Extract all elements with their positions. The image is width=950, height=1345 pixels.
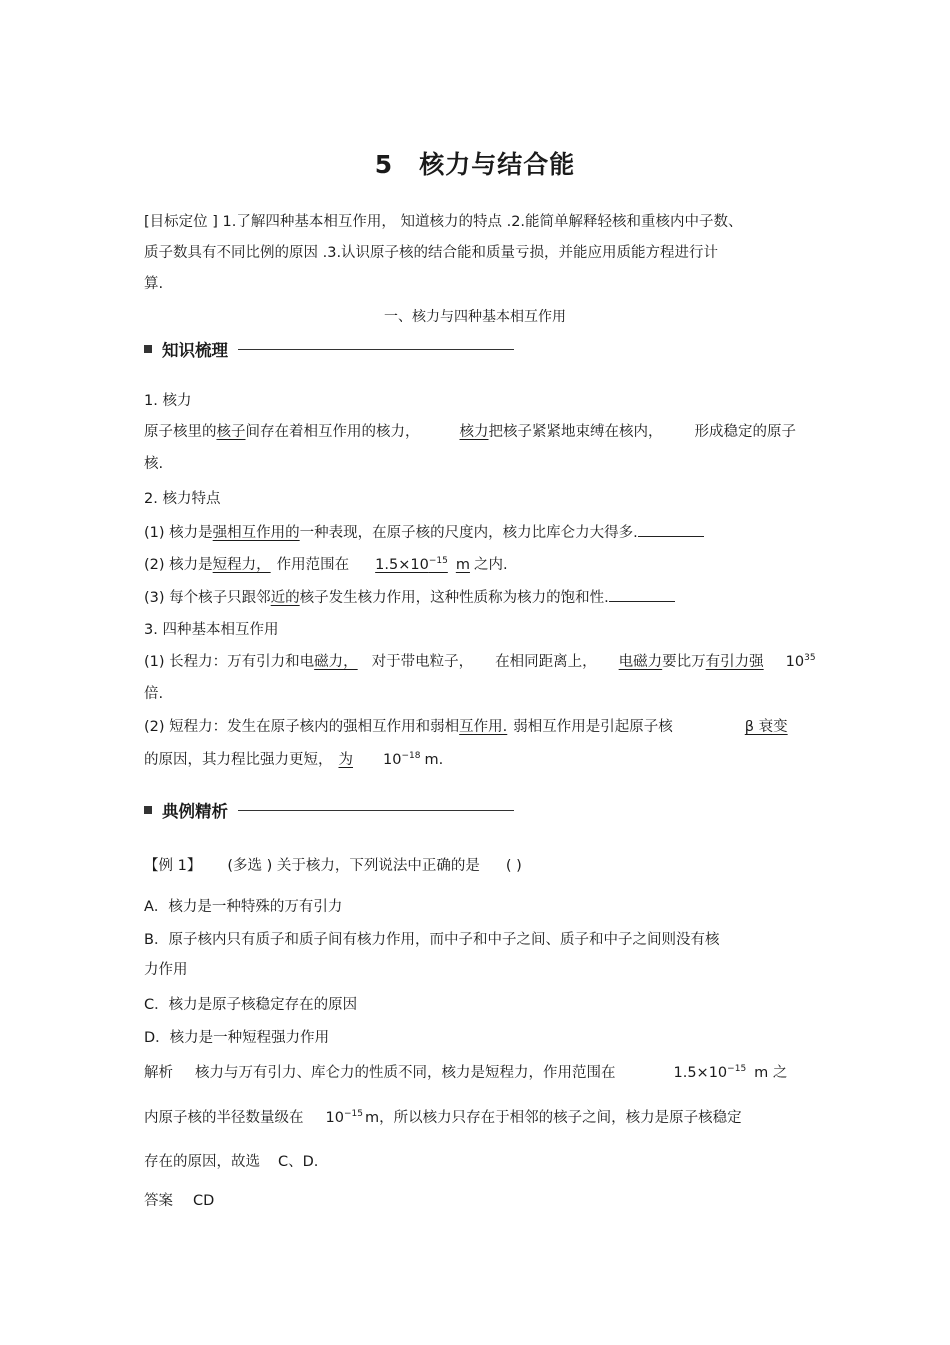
section-rule xyxy=(238,349,514,350)
section-examples xyxy=(144,799,514,821)
k3-line1: (1) 长程力：万有引力和电磁力， 对于带电粒子， 在相同距离上， 电磁力要比万有引力强 $10^{35}$ xyxy=(144,653,816,670)
title-number: 5 xyxy=(374,150,394,179)
k3-line2-cont: 的原因，其力程比强力更短， 为 $10^{-18}$ m. xyxy=(144,751,444,768)
answer-blank xyxy=(609,587,675,602)
square-bullet-icon xyxy=(144,806,152,814)
fill-answer: 核子 xyxy=(216,424,246,440)
fill-answer: 核力 xyxy=(459,424,489,440)
fill-answer: 短程力， xyxy=(212,557,271,573)
k2-line3: (3) 每个核子只跟邻近的核子发生核力作用，这种性质称为核力的饱和性. xyxy=(144,587,675,608)
fill-answer: $1.5\times 10^{-15}$ m xyxy=(375,556,470,573)
k2-line1: (1) 核力是强相互作用的一种表现，在原子核的尺度内，核力比库仑力大得多. xyxy=(144,522,704,543)
fill-answer: 近的 xyxy=(270,590,300,606)
fill-answer: 为 xyxy=(338,752,353,768)
option-c: C．核力是原子核稳定存在的原因 xyxy=(144,997,358,1013)
objective-line-3: 算. xyxy=(144,276,164,292)
fill-answer: β 衰变 xyxy=(744,719,788,735)
fill-answer: 互作用. xyxy=(459,719,508,735)
fill-answer: 磁力， xyxy=(314,654,358,670)
k3-line1-cont: 倍. xyxy=(144,686,164,702)
k3-head: 3. 四种基本相互作用 xyxy=(144,622,279,638)
option-a: A．核力是一种特殊的万有引力 xyxy=(144,899,343,915)
option-b-cont: 力作用 xyxy=(144,962,188,978)
answer-value: CD xyxy=(193,1193,215,1209)
answer-line xyxy=(144,1191,214,1211)
k1-cont: 核. xyxy=(144,456,164,472)
k1-head: 1. 核力 xyxy=(144,393,192,409)
k1-line: 原子核里的核子间存在着相互作用的核力， 核力把核子紧紧地束缚在核内， 形成稳定的原子 xyxy=(144,424,796,440)
section-knowledge xyxy=(144,338,514,360)
analysis-line3: 存在的原因，故选 C、D. xyxy=(144,1154,319,1170)
fill-answer: 有引力强 xyxy=(705,654,764,670)
option-d: D．核力是一种短程强力作用 xyxy=(144,1030,330,1046)
square-bullet-icon xyxy=(144,345,152,353)
answer-label: 答案 xyxy=(144,1193,173,1209)
analysis-label: 解析 xyxy=(144,1065,173,1081)
example-stem: 【例 1】 (多选 ) 关于核力，下列说法中正确的是 ( ) xyxy=(144,858,522,874)
part1-heading: 一、核力与四种基本相互作用 xyxy=(384,309,566,325)
objective-line-2: 质子数具有不同比例的原因 .3.认识原子核的结合能和质量亏损，并能应用质能方程进行计 xyxy=(144,245,719,261)
answer-blank xyxy=(638,522,704,537)
answer-paren: ( ) xyxy=(505,858,522,874)
section-rule xyxy=(238,810,514,811)
analysis-line1: 解析 核力与万有引力、库仑力的性质不同，核力是短程力，作用范围在 $1.5\times 10^{-15}$ m 之 xyxy=(144,1064,788,1081)
option-b: B．原子核内只有质子和质子间有核力作用，而中子和中子之间、质子和中子之间则没有核 xyxy=(144,932,720,948)
k3-line2: (2) 短程力：发生在原子核内的强相互作用和弱相互作用. 弱相互作用是引起原子核 β 衰变 xyxy=(144,719,788,735)
section-examples-label: 典例精析 xyxy=(162,802,228,821)
example-label: 【例 1】 xyxy=(144,858,202,874)
title-text: 核力与结合能 xyxy=(419,150,576,179)
k2-line2: (2) 核力是短程力， 作用范围在 $1.5\times 10^{-15}$ m 之内. xyxy=(144,556,508,573)
page-title xyxy=(0,145,950,181)
fill-answer: 强相互作用的 xyxy=(212,525,300,541)
k2-head: 2. 核力特点 xyxy=(144,491,221,507)
objective-line-1: [目标定位 ] 1.了解四种基本相互作用， 知道核力的特点 .2.能简单解释轻核和重核内中子数、 xyxy=(144,214,743,230)
section-knowledge-label: 知识梳理 xyxy=(162,341,228,360)
fill-answer: 电磁力 xyxy=(618,654,663,670)
analysis-line2: 内原子核的半径数量级在 $10^{-15}$ m，所以核力只存在于相邻的核子之间，核力是原子核稳定 xyxy=(144,1109,742,1126)
